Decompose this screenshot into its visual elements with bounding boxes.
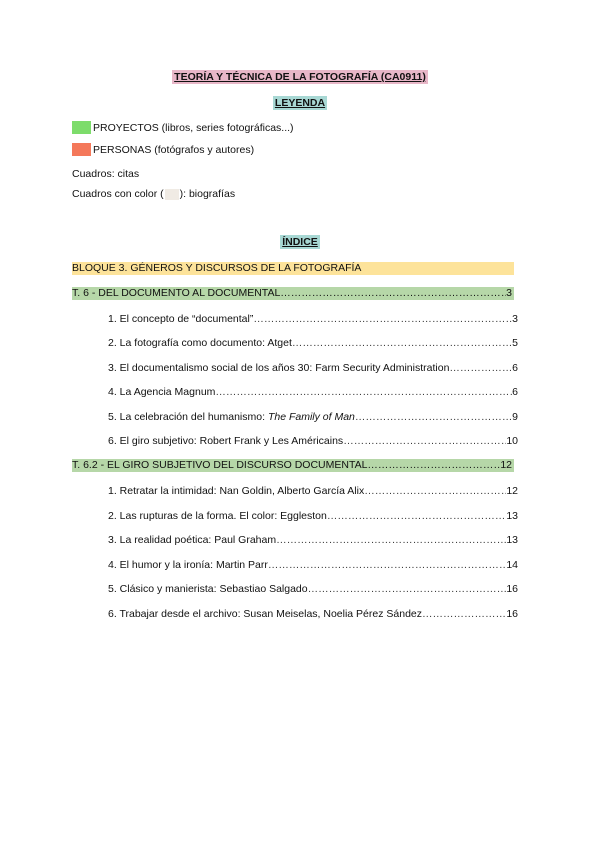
section-title: T. 6.2 - EL GIRO SUBJETIVO DEL DISCURSO DOCUMENTAL [72,459,368,471]
legend-cuadros-color-suffix: ): biografías [179,188,236,200]
section-heading[interactable] [72,287,514,300]
toc-entry-page: 16 [506,583,518,595]
toc-entry[interactable] [108,558,518,572]
toc-entry-page: 6 [512,386,518,398]
toc-entry-label: 2. Las rupturas de la forma. El color: Eggleston [108,510,327,522]
section-page: 3 [506,287,512,299]
toc-entry[interactable] [108,410,518,424]
toc-entry-label [108,410,355,424]
toc-entry-page: 12 [506,485,518,497]
toc-entry-label: 2. La fotografía como documento: Atget [108,337,292,349]
toc-entry-page: 10 [506,435,518,447]
toc-entry-page: 6 [512,362,518,374]
toc-entry-label: 1. Retratar la intimidad: Nan Goldin, Alberto García Alix [108,485,365,497]
index-heading: ÍNDICE [282,236,318,248]
toc-entry-page: 9 [512,411,518,423]
toc-entry-label: 3. El documentalismo social de los años 30: Farm Security Administration [108,362,450,374]
toc-entry-page: 5 [512,337,518,349]
toc-entry-label: 3. La realidad poética: Paul Graham [108,534,277,546]
legend-heading: LEYENDA [274,97,326,109]
legend-cuadros: Cuadros: citas [72,168,140,180]
toc-entry[interactable] [108,509,518,523]
beige-swatch [165,189,179,200]
legend-item-people [72,143,254,156]
section-page: 12 [500,459,512,471]
legend-label-people: PERSONAS (fotógrafos y autores) [93,143,255,156]
toc-entry-label-italic: The Family of Man [267,411,355,423]
legend-item-projects [72,121,294,134]
toc-entry[interactable] [108,385,518,399]
toc-entry[interactable] [108,533,518,547]
legend-cuadros-color [72,188,235,200]
orange-swatch [72,143,91,156]
toc-entry[interactable] [108,336,518,350]
toc-entry[interactable] [108,312,518,326]
toc-entry-label: 5. Clásico y manierista: Sebastiao Salgado [108,583,308,595]
toc-entry-page: 13 [506,510,518,522]
toc-entry-label-text: 5. La celebración del humanismo: [108,411,268,423]
toc-entry[interactable] [108,582,518,596]
block-heading-label: BLOQUE 3. GÉNEROS Y DISCURSOS DE LA FOTOGRAFÍA [72,262,362,274]
toc-entry-page: 3 [512,313,518,325]
green-swatch [72,121,91,134]
toc-entry[interactable] [108,484,518,498]
toc-entry[interactable] [108,434,518,448]
document-title: TEORÍA Y TÉCNICA DE LA FOTOGRAFÍA (CA0911) [174,71,426,83]
document-title-wrap [0,71,600,83]
toc-entry-label: 6. El giro subjetivo: Robert Frank y Les Américains [108,435,344,447]
toc-entry-page: 14 [506,559,518,571]
toc-entry-label: 4. La Agencia Magnum [108,386,216,398]
toc-entry-label: 1. El concepto de “documental” [108,313,254,325]
legend-label-projects: PROYECTOS (libros, series fotográficas...) [93,121,294,134]
toc-entry[interactable] [108,607,518,621]
legend-cuadros-color-prefix: Cuadros con color ( [72,188,164,200]
section-title: T. 6 - DEL DOCUMENTO AL DOCUMENTAL [72,287,281,299]
toc-entry-page: 16 [506,608,518,620]
block-heading [72,262,514,275]
index-heading-wrap [0,236,600,248]
legend-heading-wrap [0,97,600,109]
toc-entry-label: 6. Trabajar desde el archivo: Susan Meiselas, Noelia Pérez Sández [108,608,423,620]
toc-entry-label: 4. El humor y la ironía: Martin Parr [108,559,268,571]
toc-entry-page: 13 [506,534,518,546]
toc-entry[interactable] [108,361,518,375]
section-heading[interactable] [72,459,514,472]
